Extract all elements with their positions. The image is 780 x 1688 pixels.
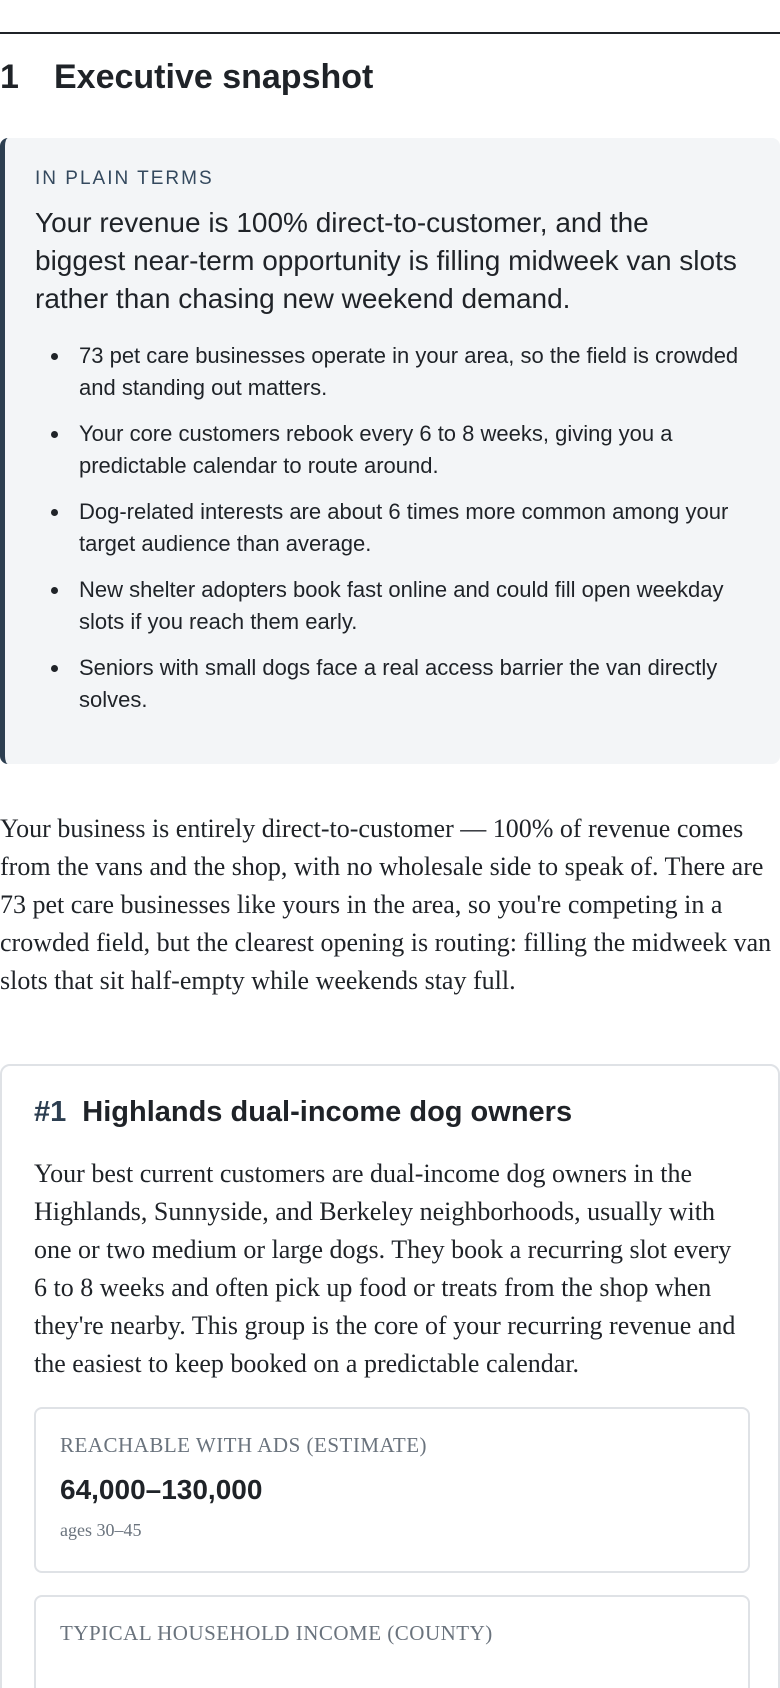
intro-paragraph: Your business is entirely direct-to-customer — 100% of revenue comes from the vans and the shop, with no wholesale side to speak of. There are 73 pet care businesses like yours in the area, so you're competing in a crowded field, but the clearest opening is routing: filling the midweek van slots that sit half-empty while weekends stay full. <box>0 814 772 995</box>
list-item-text: 73 pet care businesses operate in your area, so the field is crowded and standing out matters. <box>79 343 739 400</box>
segment-name: Highlands dual-income dog owners <box>82 1096 573 1128</box>
list-item-text: Your core customers rebook every 6 to 8 weeks, giving you a predictable calendar to route around. <box>79 421 673 478</box>
segment-card <box>0 1064 780 1688</box>
list-item <box>35 652 746 716</box>
bullet-icon <box>51 665 58 672</box>
stat-box-income <box>34 1595 750 1688</box>
section-heading <box>0 58 373 97</box>
plain-terms-kicker: IN PLAIN TERMS <box>35 168 214 189</box>
stat-label: REACHABLE WITH ADS (ESTIMATE) <box>60 1433 428 1457</box>
bullet-icon <box>51 587 58 594</box>
bullet-icon <box>51 509 58 516</box>
list-item <box>35 340 746 404</box>
stat-value: 64,000–130,000 <box>60 1474 263 1505</box>
section-number: 1 <box>0 58 19 96</box>
list-item <box>35 574 746 638</box>
segment-rank: #1 <box>34 1096 67 1128</box>
plain-terms-callout <box>0 138 780 764</box>
stat-box-reach <box>34 1407 750 1573</box>
segment-description: Your best current customers are dual-income dog owners in the Highlands, Sunnyside, and Berkeley neighborhoods, usually with one or two medium or large dogs. They book a recurring slot every 6 to 8 weeks and often pick up food or treats from the shop when they're nearby. This group is the core of your recurring revenue and the easiest to keep booked on a predictable calendar. <box>34 1159 736 1378</box>
list-item <box>35 418 746 482</box>
list-item-text: New shelter adopters book fast online and could fill open weekday slots if you reach them early. <box>79 577 724 634</box>
top-rule <box>0 32 780 34</box>
bullet-icon <box>51 431 58 438</box>
stat-label: TYPICAL HOUSEHOLD INCOME (COUNTY) <box>60 1621 493 1645</box>
stat-note: ages 30–45 <box>60 1520 142 1540</box>
plain-terms-lead: Your revenue is 100% direct-to-customer, and the biggest near-term opportunity is filling midweek van slots rather than chasing new weekend demand. <box>35 207 737 314</box>
bullet-icon <box>51 353 58 360</box>
plain-terms-list <box>35 340 746 716</box>
segment-title <box>34 1096 746 1129</box>
list-item-text: Seniors with small dogs face a real access barrier the van directly solves. <box>79 655 718 712</box>
list-item <box>35 496 746 560</box>
section-title: Executive snapshot <box>54 58 374 96</box>
list-item-text: Dog-related interests are about 6 times more common among your target audience than average. <box>79 499 729 556</box>
